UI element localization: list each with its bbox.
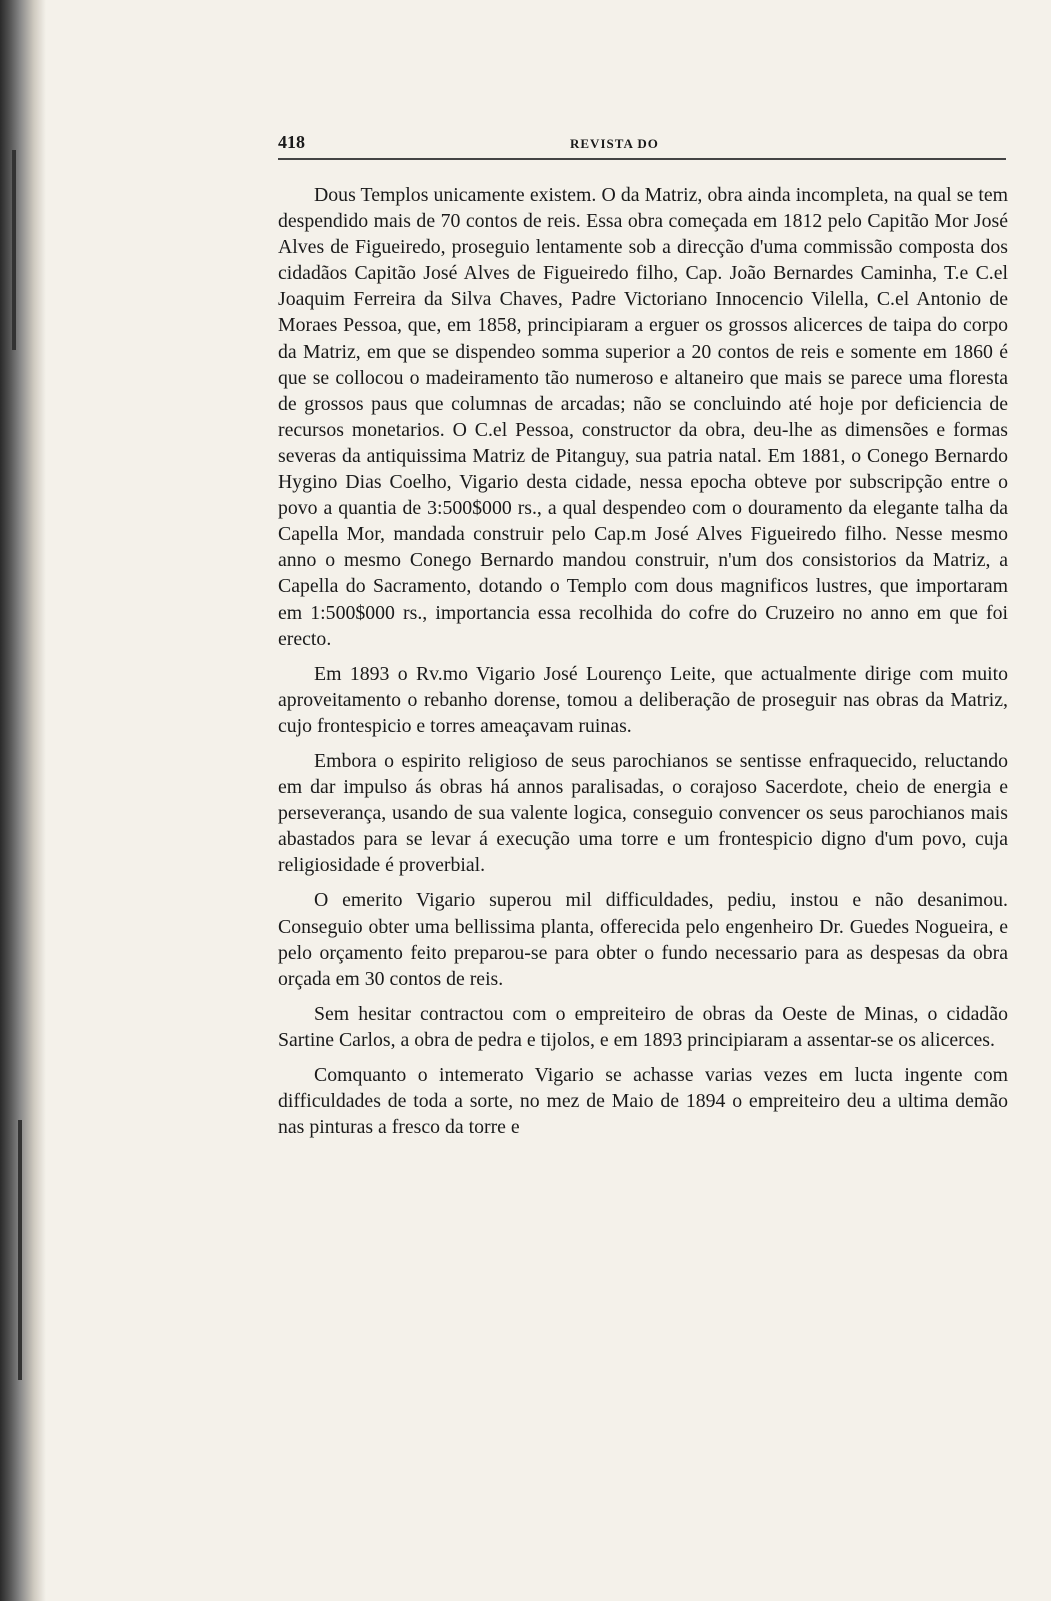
paragraph: O emerito Vigario superou mil difficuldades, pediu, instou e não desanimou. Conseguio obter uma bellissima planta, offerecida pelo engenheiro Dr. Guedes Nogueira, e pelo orçamento feito preparou-se para obter o fundo necessario para as despesas da obra orçada em 30 contos de reis.	[278, 889, 1008, 990]
paragraph: Comquanto o intemerato Vigario se achasse varias vezes em lucta ingente com difficuldades de toda a sorte, no mez de Maio de 1894 o empreiteiro deu a ultima demão nas pinturas a fresco da torre e	[278, 1064, 1008, 1139]
paragraph: Em 1893 o Rv.mo Vigario José Lourenço Leite, que actualmente dirige com muito aproveitamento o rebanho dorense, tomou a deliberação de proseguir nas obras da Matriz, cujo frontespicio e torres ameaçavam ruinas.	[278, 662, 1008, 737]
paragraph: Sem hesitar contractou com o empreiteiro de obras da Oeste de Minas, o cidadão Sartine Carlos, a obra de pedra e tijolos, e em 1893 principiaram a assentar-se os alicerces.	[278, 1002, 1008, 1051]
header-rule	[278, 158, 1006, 160]
page-number: 418	[278, 132, 305, 152]
scan-mark	[18, 1120, 22, 1380]
running-title: REVISTA DO	[570, 136, 659, 151]
paragraph: Embora o espirito religioso de seus parochianos se sentisse enfraquecido, reluctando em dar impulso ás obras há annos paralisadas, o corajoso Sacerdote, cheio de energia e perseverança, usando de sua valente logica, conseguio convencer os seus parochianos mais abastados para se levar á execução uma torre e um frontespicio digno d'um povo, cuja religiosidade é proverbial.	[278, 749, 1008, 877]
document-page	[278, 126, 1008, 1139]
running-head	[278, 126, 1008, 158]
body-text	[278, 182, 1008, 1149]
scan-mark	[12, 150, 16, 350]
scan-binding-edge	[0, 0, 46, 1601]
paragraph: Dous Templos unicamente existem. O da Matriz, obra ainda incompleta, na qual se tem despendido mais de 70 contos de reis. Essa obra começada em 1812 pelo Capitão Mor José Alves de Figueiredo, proseguio lentamente sob a direcção d'uma commissão composta dos cidadãos Capitão José Alves de Figueiredo filho, Cap. João Bernardes Caminha, T.e C.el Joaquim Ferreira da Silva Chaves, Padre Victoriano Innocencio Vilella, C.el Antonio de Moraes Pessoa, que, em 1858, principiaram a erguer os grossos alicerces de taipa do corpo da Matriz, em que se dispendeo somma superior a 20 contos de reis e somente em 1860 é que se collocou o madeiramento tão numeroso e altaneiro que mais se parece uma floresta de grossos paus que columnas de arcadas; não se concluindo até hoje por deficiencia de recursos monetarios. O C.el Pessoa, constructor da obra, deu-lhe as dimensões e formas severas da antiquissima Matriz de Pitanguy, sua patria natal. Em 1881, o Conego Bernardo Hygino Dias Coelho, Vigario desta cidade, nessa epocha obteve por subscripção entre o povo a quantia de 3:500$000 rs., a qual despendeo com o douramento da elegante talha da Capella Mor, mandada construir pelo Cap.m José Alves Figueiredo filho. Nesse mesmo anno o mesmo Conego Bernardo mandou construir, n'um dos consistorios da Matriz, a Capella do Sacramento, dotando o Templo com dous magnificos lustres, que importaram em 1:500$000 rs., importancia essa recolhida do cofre do Cruzeiro no anno em que foi erecto.	[278, 184, 1008, 650]
